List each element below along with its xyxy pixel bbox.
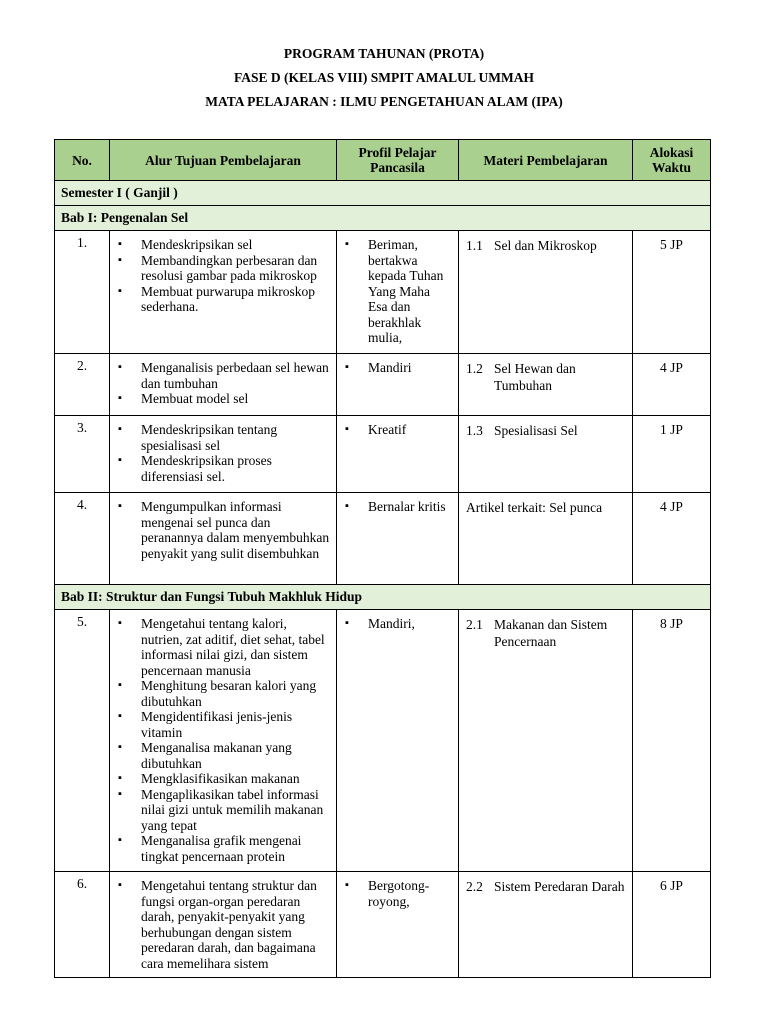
- row-alokasi: 4 JP: [633, 493, 711, 585]
- row-alokasi: 5 JP: [633, 231, 711, 354]
- row-number: 2.: [55, 354, 110, 416]
- semester-row: [55, 181, 711, 206]
- row-profil: [337, 610, 459, 872]
- list-item: ▪ Mengklasifikasikan makanan: [114, 771, 330, 787]
- materi-text: Makanan dan Sistem Pencernaan: [494, 617, 608, 649]
- list-item: ▪ Beriman, bertakwa kepada Tuhan Yang Maha Esa dan berakhlak mulia,: [341, 237, 452, 346]
- row-materi: [459, 416, 633, 493]
- atp-list: [110, 493, 336, 567]
- profil-list: [337, 872, 458, 915]
- table-header-row: [55, 140, 711, 181]
- atp-list: [110, 610, 336, 870]
- document-subtitle-class: FASE D (KELAS VIII) SMPIT AMALUL UMMAH: [233, 70, 535, 85]
- chapter-label: Bab I: Pengenalan Sel: [55, 206, 711, 231]
- table-row: [55, 610, 711, 872]
- document-title: PROGRAM TAHUNAN (PROTA): [283, 46, 485, 61]
- row-materi: [459, 872, 633, 978]
- materi-text: Sistem Peredaran Darah: [494, 879, 625, 894]
- list-item: ▪ Mengaplikasikan tabel informasi nilai gizi untuk memilih makanan yang tepat: [114, 787, 330, 834]
- list-item: ▪ Kreatif: [341, 422, 452, 438]
- row-alokasi: 6 JP: [633, 872, 711, 978]
- list-item: ▪ Membandingkan perbesaran dan resolusi gambar pada mikroskop: [114, 253, 330, 284]
- row-atp: [110, 610, 337, 872]
- header-alokasi: Alokasi Waktu: [633, 140, 711, 181]
- materi-number: 1.2: [466, 361, 483, 376]
- row-atp: [110, 231, 337, 354]
- atp-list: [110, 231, 336, 321]
- row-number: 3.: [55, 416, 110, 493]
- header-no: No.: [55, 140, 110, 181]
- table-row: [55, 354, 711, 416]
- chapter-row: [55, 206, 711, 231]
- document-subtitle-subject: MATA PELAJARAN : ILMU PENGETAHUAN ALAM (IPA): [205, 94, 563, 109]
- list-item: ▪ Mengetahui tentang kalori, nutrien, zat aditif, diet sehat, tabel informasi nilai gizi, dan sistem pencernaan manusia: [114, 616, 330, 678]
- materi-number: 2.2: [466, 879, 483, 894]
- row-atp: [110, 416, 337, 493]
- row-atp: [110, 354, 337, 416]
- list-item: ▪ Membuat model sel: [114, 391, 330, 407]
- table-row: [55, 493, 711, 585]
- row-number: 5.: [55, 610, 110, 872]
- row-number: 6.: [55, 872, 110, 978]
- row-alokasi: 1 JP: [633, 416, 711, 493]
- list-item: ▪ Mendeskripsikan proses diferensiasi sel.: [114, 453, 330, 484]
- row-alokasi: 8 JP: [633, 610, 711, 872]
- row-number: 1.: [55, 231, 110, 354]
- materi-number: 2.1: [466, 617, 483, 632]
- list-item: ▪ Mengidentifikasi jenis-jenis vitamin: [114, 709, 330, 740]
- profil-list: [337, 231, 458, 352]
- prota-table: [54, 139, 711, 978]
- materi-text: Spesialisasi Sel: [494, 423, 578, 438]
- row-materi: [459, 354, 633, 416]
- row-profil: [337, 872, 459, 978]
- row-atp: [110, 872, 337, 978]
- row-atp: [110, 493, 337, 585]
- row-number: 4.: [55, 493, 110, 585]
- materi-text: Sel dan Mikroskop: [494, 238, 597, 253]
- list-item: ▪ Menganalisa grafik mengenai tingkat pencernaan protein: [114, 833, 330, 864]
- list-item: ▪ Mandiri: [341, 360, 452, 376]
- list-item: ▪ Mandiri,: [341, 616, 452, 632]
- materi-text: Sel Hewan dan Tumbuhan: [494, 361, 576, 393]
- document-title-block: [0, 42, 768, 114]
- list-item: ▪ Mendeskripsikan tentang spesialisasi sel: [114, 422, 330, 453]
- list-item: ▪ Bernalar kritis: [341, 499, 452, 515]
- header-atp: Alur Tujuan Pembelajaran: [110, 140, 337, 181]
- atp-list: [110, 872, 336, 977]
- row-profil: [337, 493, 459, 585]
- list-item: ▪ Mendeskripsikan sel: [114, 237, 330, 253]
- row-profil: [337, 416, 459, 493]
- materi-number: 1.1: [466, 238, 483, 253]
- row-alokasi: 4 JP: [633, 354, 711, 416]
- table-row: [55, 231, 711, 354]
- row-materi: [459, 493, 633, 585]
- profil-list: [337, 354, 458, 382]
- header-profil: Profil Pelajar Pancasila: [337, 140, 459, 181]
- row-materi: [459, 610, 633, 872]
- list-item: ▪ Membuat purwarupa mikroskop sederhana.: [114, 284, 330, 315]
- profil-list: [337, 610, 458, 638]
- table-row: [55, 872, 711, 978]
- row-materi: [459, 231, 633, 354]
- atp-list: [110, 416, 336, 490]
- list-item: ▪ Mengetahui tentang struktur dan fungsi organ-organ peredaran darah, penyakit-penyakit yang berhubungan dengan sistem peredaran darah, dan bagaimana cara memelihara sistem: [114, 878, 330, 971]
- row-profil: [337, 231, 459, 354]
- list-item: ▪ Menganalisis perbedaan sel hewan dan tumbuhan: [114, 360, 330, 391]
- list-item: ▪ Menganalisa makanan yang dibutuhkan: [114, 740, 330, 771]
- atp-list: [110, 354, 336, 413]
- chapter-label: Bab II: Struktur dan Fungsi Tubuh Makhluk Hidup: [55, 585, 711, 610]
- row-profil: [337, 354, 459, 416]
- profil-list: [337, 493, 458, 521]
- table-row: [55, 416, 711, 493]
- chapter-row: [55, 585, 711, 610]
- list-item: ▪ Bergotong-royong,: [341, 878, 452, 909]
- profil-list: [337, 416, 458, 444]
- materi-text: Artikel terkait: Sel punca: [466, 500, 603, 515]
- semester-label: Semester I ( Ganjil ): [55, 181, 711, 206]
- materi-number: 1.3: [466, 423, 483, 438]
- list-item: ▪ Mengumpulkan informasi mengenai sel punca dan peranannya dalam menyembuhkan penyakit yang sulit disembuhkan: [114, 499, 330, 561]
- list-item: ▪ Menghitung besaran kalori yang dibutuhkan: [114, 678, 330, 709]
- header-materi: Materi Pembelajaran: [459, 140, 633, 181]
